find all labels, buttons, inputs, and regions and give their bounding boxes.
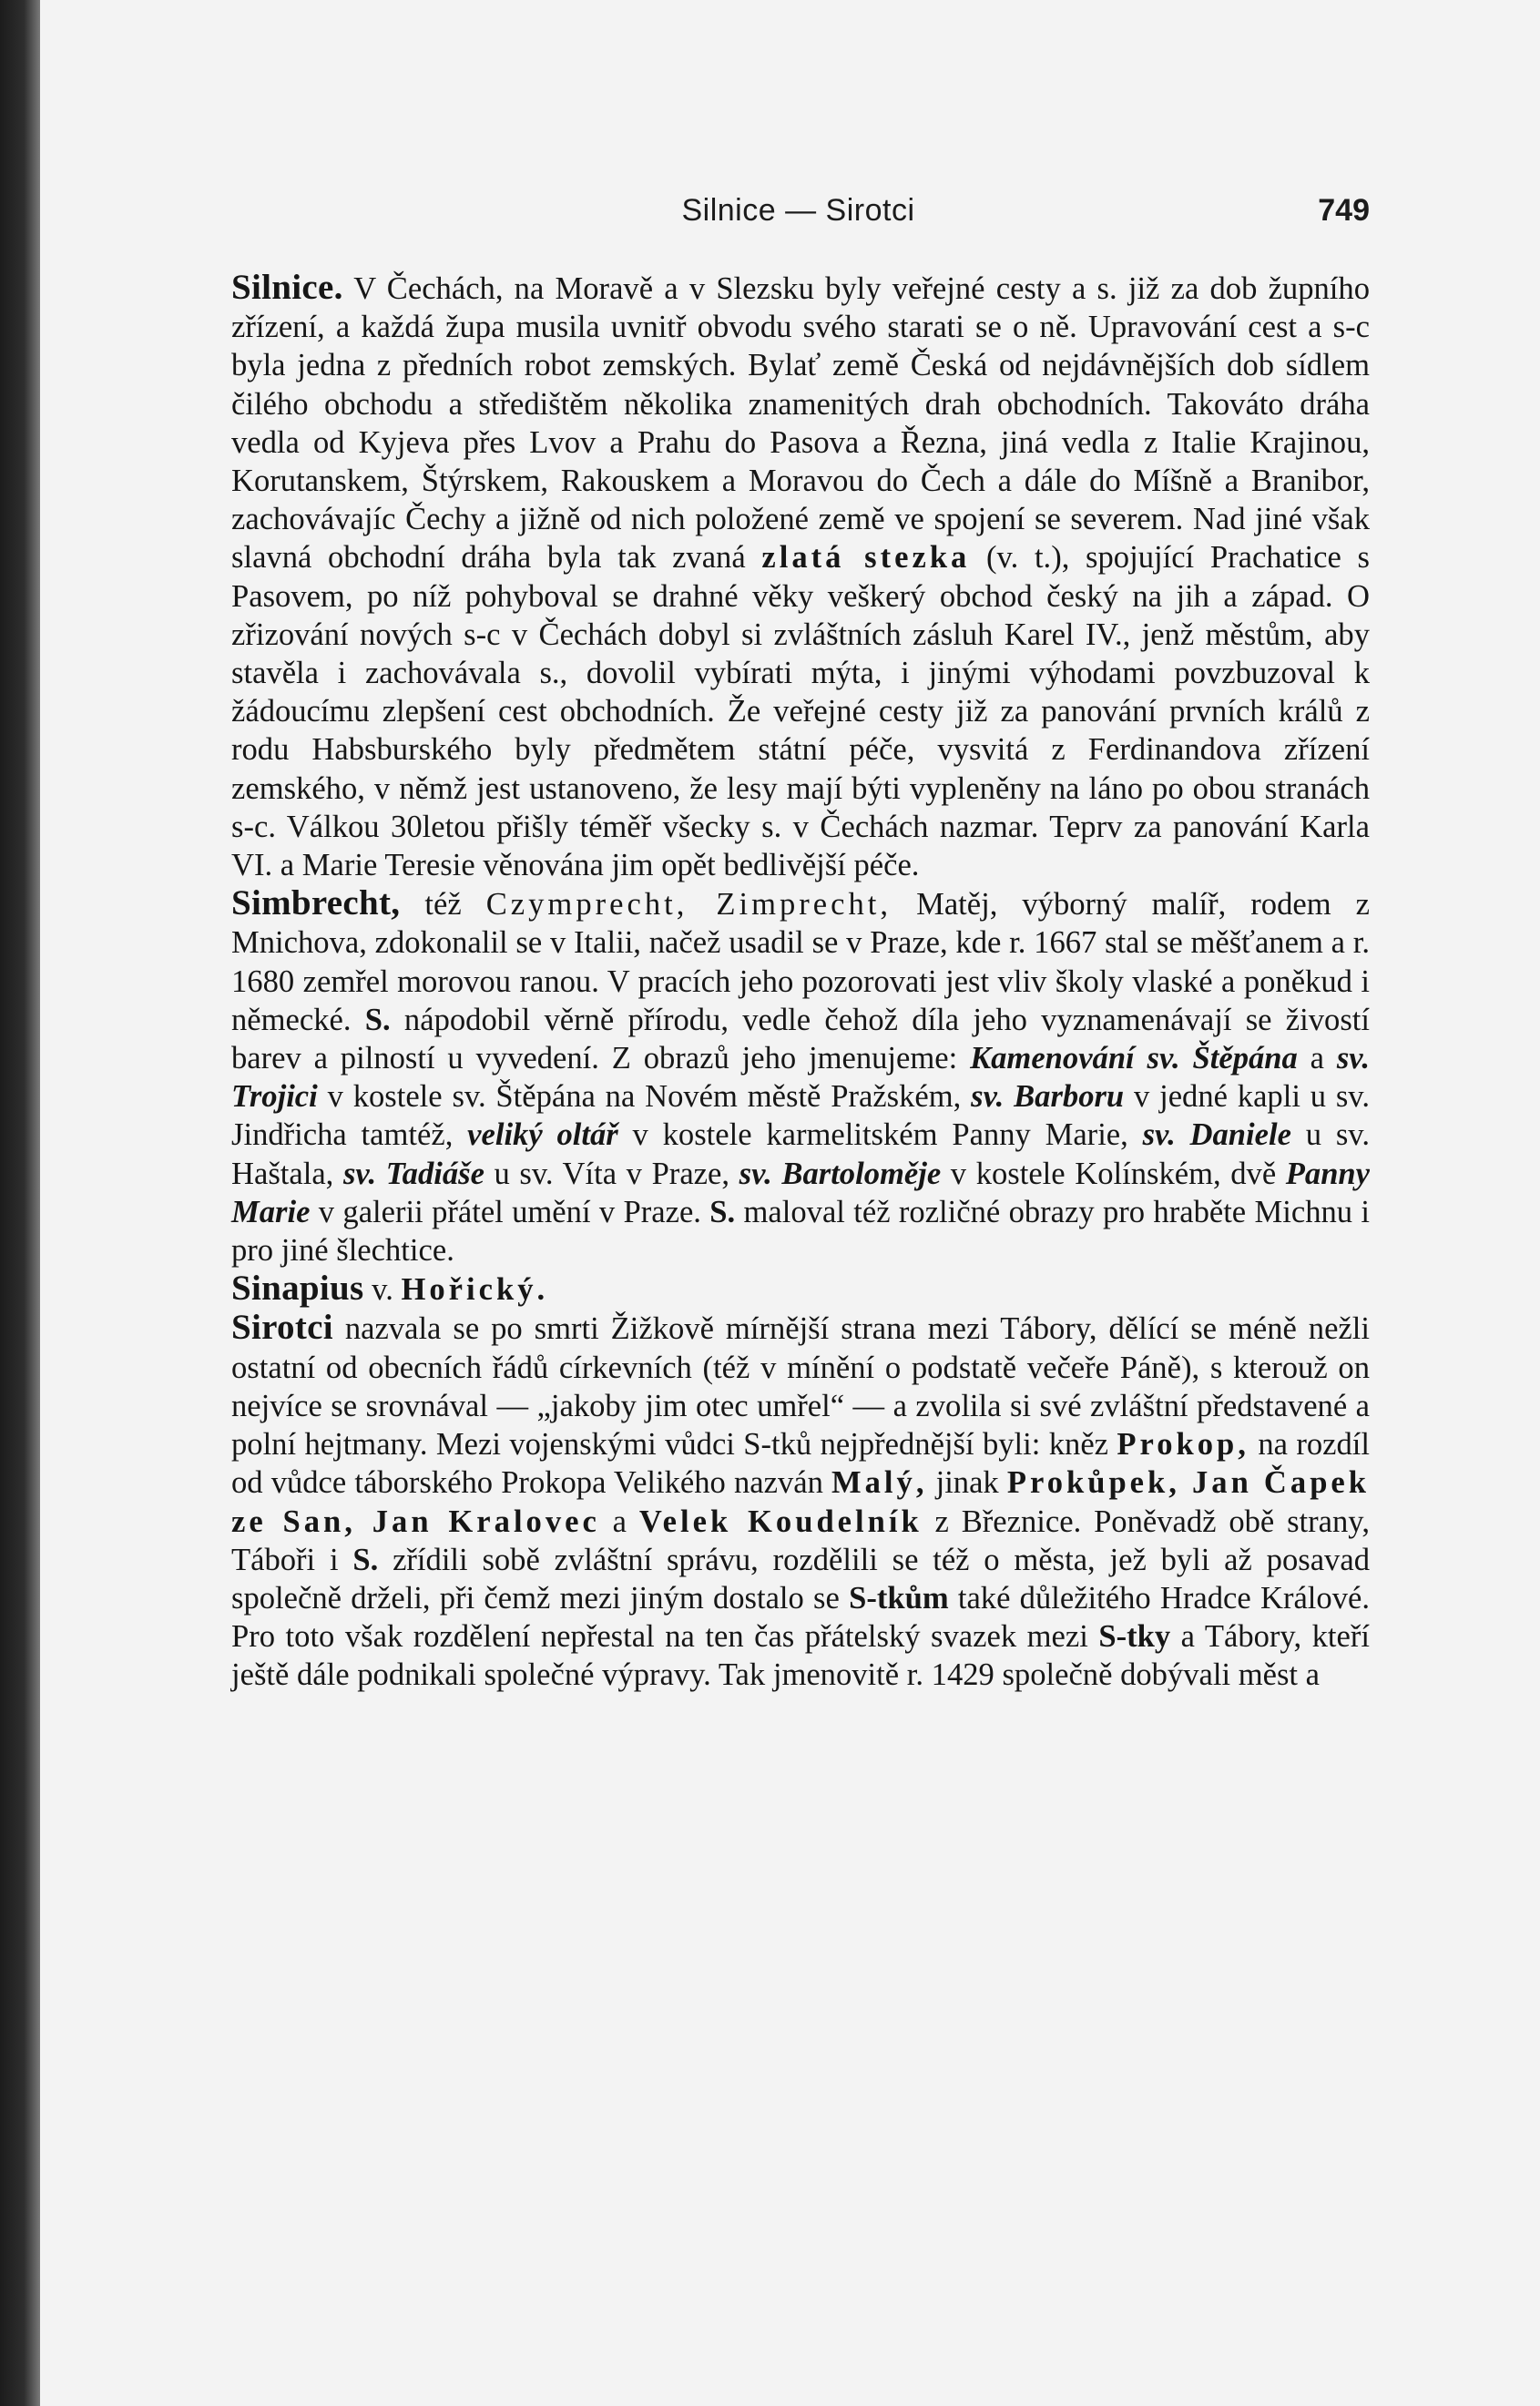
page-header	[227, 193, 1370, 248]
entry-text: jinak	[927, 1465, 1007, 1501]
person-name: Prokop,	[1117, 1427, 1249, 1463]
entry-text: též	[400, 887, 486, 923]
entry-simbrecht	[231, 884, 1370, 1269]
entry-text: v.	[363, 1272, 402, 1308]
person-name: Prokůpek, Jan Čapek ze San, Jan Kralovec	[231, 1465, 1370, 1539]
entry-text: (v. t.), spojující Prachatice s Pasovem, po níž pohyboval se drahné věky veškerý obchod český na jih a západ. O zřizování nových s-c v Čechách dobyl si zvláštních zásluh Karel IV., jenž městům, aby stavěla i zachovávala s., dovolil vybírati mýta, i jinými výhodami povzbuzoval k žádoucímu zlepšení cest obchodních. Že veřejné cesty již za panování prvních králů z rodu Habsburského byly předmětem státní péče, vysvitá z Ferdinandova zřízení zemského, v němž jest ustanoveno, že lesy mají býti vypleněny na láno po obou stranách s-c. Válkou 30letou přišly téměř všecky s. v Čechách nazmar. Teprv za panování Karla VI. a Marie Teresie věnována jim opět bedlivější péče.	[231, 540, 1370, 883]
headword-sinapius: Sinapius	[231, 1269, 364, 1309]
abbrev-s: S-tkům	[849, 1580, 949, 1616]
work-title: sv. Tadiáše	[342, 1156, 484, 1191]
cross-reference: Hořický.	[401, 1272, 549, 1308]
work-title: veliký oltář	[467, 1117, 618, 1153]
entry-text: v jedné kapli u sv. Jindřicha tamtéž,	[231, 1079, 1370, 1153]
headword-sirotci: Sirotci	[231, 1308, 333, 1348]
abbrev-s: S.	[709, 1194, 736, 1229]
entry-text: v kostele Kolínském, dvě	[941, 1156, 1286, 1191]
running-head: Silnice — Sirotci	[681, 193, 915, 228]
entry-text: zřídili sobě zvláštní správu, rozdělili se též o města, jež byli až posavad společně drželi, při čemž mezi jiným dostalo se	[231, 1542, 1370, 1616]
work-title: Kamenování sv. Štěpána	[970, 1041, 1298, 1076]
work-title: sv. Daniele	[1142, 1117, 1291, 1153]
entry-sirotci	[231, 1309, 1370, 1694]
entry-text: a	[1297, 1041, 1337, 1076]
abbrev-s: S.	[364, 1002, 391, 1037]
article-text	[231, 269, 1370, 1695]
scanner-page-edge	[0, 0, 40, 2406]
abbrev-s: S.	[352, 1542, 379, 1577]
entry-text: také důležitého Hradce Králové. Pro toto však rozdělení nepřestal na ten čas přátelský svazek mezi	[231, 1580, 1370, 1655]
entry-silnice	[231, 269, 1370, 884]
work-title: sv. Barboru	[971, 1079, 1125, 1115]
entry-text: v kostele sv. Štěpána na Novém městě Pražském,	[317, 1079, 972, 1115]
abbrev-s: S-tky	[1098, 1619, 1171, 1655]
entry-text: V Čechách, na Moravě a v Slezsku byly veřejné cesty a s. již za dob župního zřízení, a každá župa musila uvnitř obvodu svého starati se o ně. Upravování cest a s-c byla jedna z předních robot zemských. Bylať země Česká od nejdávnějších dob sídlem čilého obchodu a středištěm několika znamenitých drah obchodních. Takováto dráha vedla od Kyjeva přes Lvov a Prahu do Pasova a Řezna, jiná vedla z Italie Krajinou, Korutanskem, Štýrskem, Rakouskem a Moravou do Čech a dále do Míšně a Branibor, zachovávajíc Čechy a jižně od nich položené země ve spojení se severem. Nad jiné však slavná obchodní dráha byla tak zvaná	[231, 271, 1370, 576]
headword-simbrecht: Simbrecht,	[231, 883, 401, 923]
work-title: sv. Trojici	[231, 1041, 1370, 1115]
entry-text: a Tábory, kteří ještě dále podnikali společné výpravy. Tak jmenovitě r. 1429 společně dobývali měst a	[231, 1619, 1370, 1693]
entry-text: z Březnice. Poněvadž obě strany, Táboři i	[231, 1504, 1370, 1577]
entry-text: maloval též rozličné obrazy pro hraběte Michnu i pro jiné šlechtice.	[231, 1194, 1371, 1269]
entry-text: v kostele karmelitském Panny Marie,	[617, 1117, 1143, 1153]
entry-text: u sv. Haštala,	[231, 1117, 1370, 1191]
entry-text: Matěj, výborný malíř, rodem z Mnichova, zdokonalil se v Italii, načež usadil se v Praze, kde r. 1667 stal se měšťanem a r. 1680 zemřel morovou ranou. V pracích jeho pozorovati jest vliv školy vlaské a poněkud i německé.	[231, 887, 1371, 1037]
dictionary-page	[40, 0, 1540, 2406]
entry-text: u sv. Víta v Praze,	[484, 1156, 739, 1191]
work-title: sv. Bartoloměje	[739, 1156, 942, 1191]
person-name: Velek Koudelník	[638, 1504, 923, 1539]
work-title: Panny Marie	[231, 1156, 1371, 1229]
spaced-term: zlatá stezka	[761, 540, 971, 576]
entry-text: na rozdíl od vůdce táborského Prokopa Velikého nazván	[231, 1427, 1370, 1501]
entry-text: v galerii přátel umění v Praze.	[310, 1194, 710, 1229]
person-name: Malý,	[831, 1465, 928, 1501]
headword-silnice: Silnice.	[231, 268, 343, 307]
entry-text: a	[599, 1504, 639, 1539]
entry-text: nazvala se po smrti Žižkově mírnější strana mezi Tábory, dělící se méně nežli ostatní od obecních řádů církevních (též v mínění o podstatě večeře Páně), s kterouž on nejvíce se srovnával — „jakoby jim otec umřel“ — a zvolila si své zvláštní představené a polní hejtmany. Mezi vojenskými vůdci S-tků nejpřednější byli: kněz	[231, 1311, 1370, 1463]
page-number: 749	[1318, 193, 1370, 228]
entry-sinapius	[231, 1269, 1370, 1309]
entry-text: nápodobil věrně přírodu, vedle čehož díla jeho vyznamenávají se živostí barev a pilností u vyvedení. Z obrazů jeho jmenujeme:	[231, 1002, 1370, 1076]
spaced-term: Czymprecht, Zimprecht,	[485, 887, 892, 923]
